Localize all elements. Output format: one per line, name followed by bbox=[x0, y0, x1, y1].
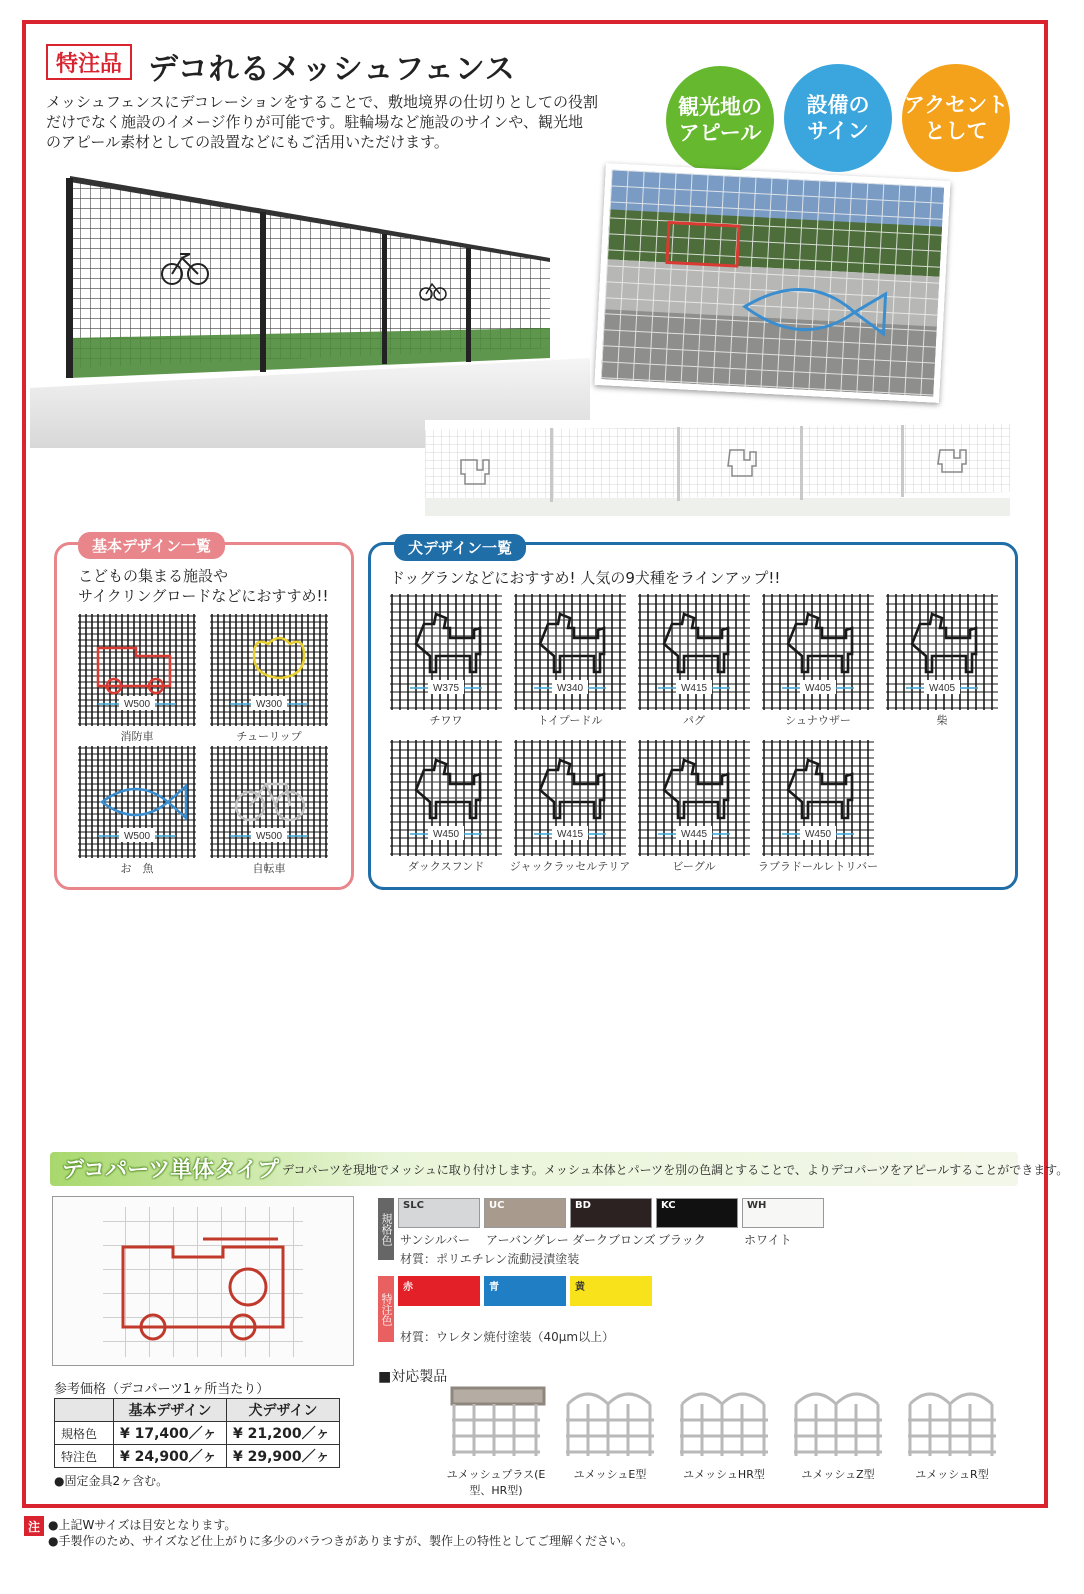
standard-color-name: アーバングレー bbox=[486, 1233, 569, 1247]
svg-text:W450: W450 bbox=[804, 829, 832, 840]
basic-design-caption: 消防車 bbox=[120, 730, 154, 743]
product-caption: ユメッシュE型 bbox=[573, 1468, 647, 1481]
svg-text:W450: W450 bbox=[432, 829, 460, 840]
dog-design-caption: チワワ bbox=[429, 714, 463, 727]
basic-design-1 bbox=[210, 614, 328, 726]
dog-design-4 bbox=[886, 594, 998, 710]
standard-color-swatch: UC bbox=[484, 1198, 566, 1228]
special-color-swatch: 黄 bbox=[570, 1276, 652, 1306]
page-title: デコれるメッシュフェンス bbox=[148, 52, 516, 87]
product-image-0 bbox=[444, 1380, 552, 1460]
svg-text:W445: W445 bbox=[680, 829, 708, 840]
dog-design-caption: トイプードル bbox=[537, 714, 603, 727]
dog-design-3 bbox=[762, 594, 874, 710]
standard-color-swatch: SLC bbox=[398, 1198, 480, 1228]
products-heading: ■対応製品 bbox=[378, 1369, 448, 1385]
dog-design-caption: 柴 bbox=[936, 714, 948, 727]
basic-design-subtitle: こどもの集まる施設や サイクリングロードなどにおすすめ!! bbox=[78, 567, 329, 605]
price-note: ●固定金具2ヶ含む。 bbox=[54, 1474, 169, 1488]
fence-main-photo bbox=[30, 158, 590, 448]
standard-colors-label: 規格色 bbox=[378, 1198, 394, 1260]
product-caption: ユメッシュプラス(E型、HR型) bbox=[446, 1468, 546, 1497]
footer-note-2: ●手製作のため、サイズなど仕上がりに多少のバラつきがありますが、製作上の特性としてご理解ください。 bbox=[48, 1534, 634, 1548]
svg-text:W415: W415 bbox=[680, 683, 708, 694]
svg-text:W500: W500 bbox=[123, 831, 151, 842]
dog-design-caption: ラブラドールレトリバー bbox=[757, 860, 879, 873]
basic-design-2 bbox=[78, 746, 196, 858]
standard-color-name: ホワイト bbox=[744, 1233, 792, 1247]
basic-design-0 bbox=[78, 614, 196, 726]
svg-text:W300: W300 bbox=[255, 699, 283, 710]
product-image-4 bbox=[900, 1380, 1008, 1460]
dog-design-5 bbox=[390, 740, 502, 856]
dog-design-7 bbox=[638, 740, 750, 856]
product-image-1 bbox=[558, 1380, 666, 1460]
dog-design-2 bbox=[638, 594, 750, 710]
product-caption: ユメッシュHR型 bbox=[683, 1468, 765, 1481]
dog-design-caption: シュナウザー bbox=[785, 714, 851, 727]
basic-design-caption: お 魚 bbox=[120, 862, 154, 875]
standard-color-name: ブラック bbox=[658, 1233, 706, 1247]
dog-design-caption: ダックスフンド bbox=[407, 860, 485, 873]
basic-design-3 bbox=[210, 746, 328, 858]
dog-design-caption: ジャックラッセルテリア bbox=[509, 860, 631, 873]
circle-tourism: 観光地の アピール bbox=[666, 66, 774, 174]
fence-dog-photo bbox=[425, 420, 1010, 516]
fence-decoration-photo bbox=[594, 163, 950, 403]
deco-parts-title: デコパーツ単体タイプ bbox=[62, 1158, 280, 1183]
dog-design-caption: ビーグル bbox=[672, 860, 716, 873]
fire-truck-part-photo bbox=[52, 1196, 354, 1366]
standard-color-name: ダークブロンズ bbox=[572, 1233, 656, 1247]
svg-text:W405: W405 bbox=[804, 683, 832, 694]
svg-text:W500: W500 bbox=[255, 831, 283, 842]
circle-accent: アクセント として bbox=[902, 64, 1010, 172]
footer-note-label: 注 bbox=[24, 1516, 44, 1536]
dog-design-8 bbox=[762, 740, 874, 856]
special-colors-label: 特注色 bbox=[378, 1276, 394, 1342]
dog-design-caption: パグ bbox=[683, 714, 705, 727]
dog-design-1 bbox=[514, 594, 626, 710]
standard-color-swatch: BD bbox=[570, 1198, 652, 1228]
intro-text: メッシュフェンスにデコレーションをすることで、敷地境界の仕切りとしての役割 だけでなく施設のイメージ作りが可能です。駐輪場など施設のサインや、観光地 のアピール素材としての設置などにもご活用いただけます。 bbox=[46, 93, 599, 151]
svg-text:W405: W405 bbox=[928, 683, 956, 694]
standard-color-name: サンシルバー bbox=[400, 1233, 470, 1247]
special-material: 材質：ウレタン焼付塗装（40μm以上） bbox=[400, 1330, 615, 1344]
price-table: 基本デザイン 犬デザイン 規格色 ¥ 17,400／ヶ ¥ 21,200／ヶ 特注色 ¥ 24,900／ヶ ¥ 29,900／ヶ bbox=[54, 1398, 340, 1468]
product-caption: ユメッシュZ型 bbox=[801, 1468, 875, 1481]
svg-text:W375: W375 bbox=[432, 683, 460, 694]
dog-design-tab: 犬デザイン一覧 bbox=[394, 534, 526, 561]
basic-design-caption: チューリップ bbox=[236, 730, 302, 743]
product-image-3 bbox=[786, 1380, 894, 1460]
dog-design-6 bbox=[514, 740, 626, 856]
basic-design-caption: 自転車 bbox=[252, 862, 286, 875]
product-image-2 bbox=[672, 1380, 780, 1460]
standard-material: 材質：ポリエチレン流動浸漬塗装 bbox=[400, 1252, 580, 1266]
basic-design-tab: 基本デザイン一覧 bbox=[78, 532, 225, 559]
standard-color-swatch: KC bbox=[656, 1198, 738, 1228]
footer-note-1: ●上記Wサイズは目安となります。 bbox=[48, 1518, 237, 1532]
standard-color-swatch: WH bbox=[742, 1198, 824, 1228]
dog-design-subtitle: ドッグランなどにおすすめ! 人気の9犬種をラインアップ!! bbox=[390, 569, 781, 587]
dog-design-0 bbox=[390, 594, 502, 710]
special-color-swatch: 赤 bbox=[398, 1276, 480, 1306]
svg-text:W415: W415 bbox=[556, 829, 584, 840]
svg-text:W340: W340 bbox=[556, 683, 584, 694]
product-caption: ユメッシュR型 bbox=[915, 1468, 989, 1481]
svg-text:W500: W500 bbox=[123, 699, 151, 710]
special-order-badge: 特注品 bbox=[46, 44, 132, 80]
price-caption: 参考価格（デコパーツ1ヶ所当たり） bbox=[54, 1382, 270, 1397]
circle-facility-sign: 設備の サイン bbox=[784, 64, 892, 172]
special-color-swatch: 青 bbox=[484, 1276, 566, 1306]
deco-parts-description: デコパーツを現地でメッシュに取り付けします。メッシュ本体とパーツを別の色調とすることで、よりデコパーツをアピールすることができます。 bbox=[282, 1163, 1069, 1177]
